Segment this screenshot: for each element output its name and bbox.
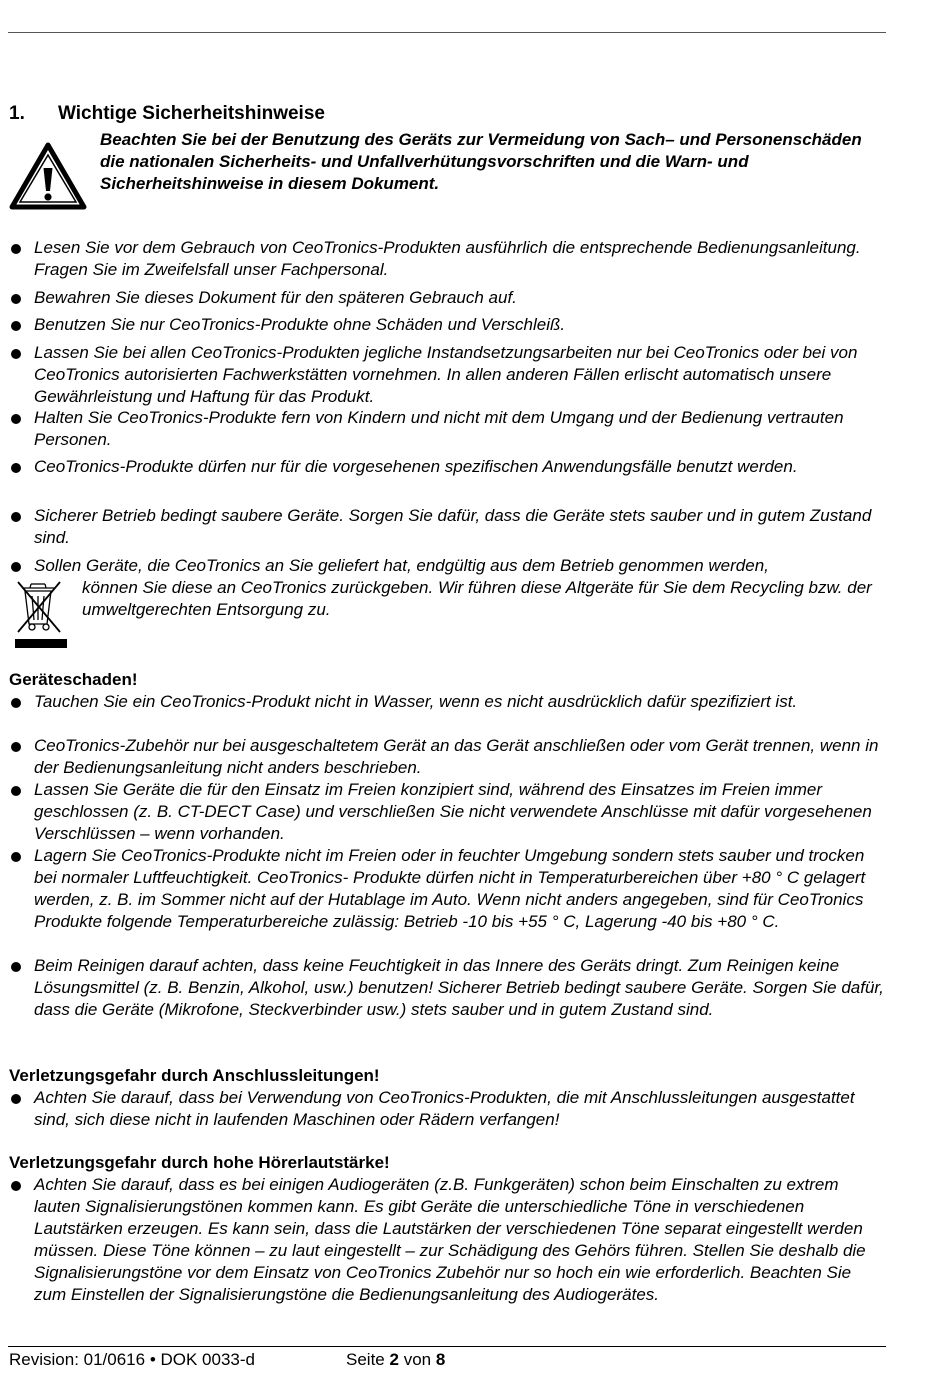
bullet-icon xyxy=(11,962,21,972)
bullet-icon xyxy=(11,321,21,331)
bullet-text: Tauchen Sie ein CeoTronics-Produkt nicht in Wasser, wenn es nicht ausdrücklich dafür spezifiziert ist. xyxy=(34,692,798,711)
bullet-icon xyxy=(11,244,21,254)
page-current: 2 xyxy=(389,1350,399,1369)
bullet-icon xyxy=(11,562,21,572)
bullet-icon xyxy=(11,349,21,359)
list-item xyxy=(9,314,884,336)
bullet-text: Benutzen Sie nur CeoTronics-Produkte ohne Schäden und Verschleiß. xyxy=(34,315,566,334)
section-title xyxy=(9,103,325,125)
bullet-text: Lassen Sie bei allen CeoTronics-Produkten jegliche Instandsetzungsarbeiten nur bei CeoTronics oder bei von CeoTronics autorisierten Fachwerkstätten vornehmen. In allen anderen Fällen erlischt automatisch unsere Gewährleistung und Haftung für das Produkt. xyxy=(34,343,858,406)
header-rule xyxy=(8,32,886,33)
bullet-icon xyxy=(11,1181,21,1191)
page-number xyxy=(346,1349,445,1371)
list-item xyxy=(9,342,884,408)
bullet-icon xyxy=(11,698,21,708)
list-item xyxy=(9,779,884,845)
list-item xyxy=(9,735,884,779)
list-item xyxy=(9,407,884,451)
footer-rule xyxy=(8,1346,886,1347)
bullet-icon xyxy=(11,1094,21,1104)
bullet-icon xyxy=(11,512,21,522)
page-total: 8 xyxy=(435,1350,446,1369)
crossed-out-wheelie-bin-icon xyxy=(10,578,70,650)
bullet-text: Lagern Sie CeoTronics-Produkte nicht im Freien oder in feuchter Umgebung sondern stets sauber und trocken bei normaler Luftfeuchtigkeit. CeoTronics- Produkte dürfen nicht in Temperaturbereichen über +80 ° C gelagert werden, z. B. im Sommer nicht auf der Hutablage im Auto. Wenn nicht anders angegeben, sind für CeoTronics Produkte folgende Temperaturbereiche zulässig: Betrieb -10 bis +55 ° C, Lagerung -40 bis +80 ° C. xyxy=(34,846,866,931)
list-item xyxy=(9,505,884,549)
footer xyxy=(9,1349,446,1371)
page-of: von xyxy=(403,1350,432,1369)
bullet-icon xyxy=(11,414,21,424)
bullet-text: Achten Sie darauf, dass es bei einigen Audiogeräten (z.B. Funkgeräten) schon beim Einschalten zu extrem lauten Signalisierungstönen kommen kann. Es gibt Geräte die unterschiedliche Töne in verschiedenen Lautstärken erzeugen. Es kann sein, dass die Lautstärken der verschiedenen Töne separat eingestellt werden müssen. Diese Töne können – zu laut eingestellt – zur Schädigung des Gehörs führen. Stellen Sie deshalb die Signalisierungstöne vor dem Einsatz von CeoTronics Zubehör nur so hoch ein wie erforderlich. Beachten Sie zum Einstellen der Signalisierungstöne die Bedienungsanleitung des Audiogerätes. xyxy=(34,1175,866,1304)
bullet-icon xyxy=(11,786,21,796)
bullet-text: Lesen Sie vor dem Gebrauch von CeoTronics-Produkten ausführlich die entsprechende Bedienungsanleitung. Fragen Sie im Zweifelsfall unser Fachpersonal. xyxy=(34,238,861,279)
heading-device-damage: Geräteschaden! xyxy=(9,670,138,689)
bullet-icon xyxy=(11,742,21,752)
heading-volume-hazard: Verletzungsgefahr durch hohe Hörerlautstärke! xyxy=(9,1153,390,1172)
list-item xyxy=(9,287,884,309)
bullet-text: Lassen Sie Geräte die für den Einsatz im Freien konzipiert sind, während des Einsatzes im Freien immer geschlossen (z. B. CT-DECT Case) und verschließen Sie nicht verwendete Anschlüsse mit dafür vorgesehenen Verschlüssen – wenn vorhanden. xyxy=(34,780,872,843)
bullet-icon xyxy=(11,852,21,862)
bullet-text: Halten Sie CeoTronics-Produkte fern von Kindern und nicht mit dem Umgang und der Bedienung vertrauten Personen. xyxy=(34,408,844,449)
revision-info: Revision: 01/0616 • DOK 0033-d xyxy=(9,1350,255,1369)
section-title-text: Wichtige Sicherheitshinweise xyxy=(58,103,325,124)
list-item xyxy=(9,456,884,478)
bullet-text: CeoTronics-Produkte dürfen nur für die vorgesehenen spezifischen Anwendungsfälle benutzt werden. xyxy=(34,457,798,476)
list-item xyxy=(9,555,884,577)
bullet-text: Sicherer Betrieb bedingt saubere Geräte. Sorgen Sie dafür, dass die Geräte stets sauber und in gutem Zustand sind. xyxy=(34,506,872,547)
list-item xyxy=(9,955,884,1021)
bullet-text: Achten Sie darauf, dass bei Verwendung von CeoTronics-Produkten, die mit Anschlussleitungen ausgestattet sind, sich diese nicht in laufenden Maschinen oder Rädern verfangen! xyxy=(34,1088,855,1129)
list-item xyxy=(9,691,884,713)
bullet-text: Sollen Geräte, die CeoTronics an Sie geliefert hat, endgültig aus dem Betrieb genommen werden, xyxy=(34,556,769,575)
safety-intro: Beachten Sie bei der Benutzung des Geräts zur Vermeidung von Sach– und Personenschäden die nationalen Sicherheits- und Unfallverhütungsvorschriften und die Warn- und Sicherheitshinweise in diesem Dokument. xyxy=(100,130,862,193)
list-item xyxy=(9,845,884,933)
heading-cable-hazard: Verletzungsgefahr durch Anschlussleitungen! xyxy=(9,1066,380,1085)
list-item xyxy=(9,1087,884,1131)
bullet-text: Bewahren Sie dieses Dokument für den späteren Gebrauch auf. xyxy=(34,288,517,307)
list-item xyxy=(9,1174,884,1306)
bullet-icon xyxy=(11,294,21,304)
bullet-text: Beim Reinigen darauf achten, dass keine Feuchtigkeit in das Innere des Geräts dringt. Zum Reinigen keine Lösungsmittel (z. B. Benzin, Alkohol, usw.) benutzen! Sicherer Betrieb bedingt saubere Geräte. Sorgen Sie dafür, dass die Geräte (Mikrofone, Steckverbinder usw.) stets sauber und in gutem Zustand sind. xyxy=(34,956,884,1019)
list-item xyxy=(9,237,884,281)
warning-triangle-icon xyxy=(9,142,87,210)
bullet-text: CeoTronics-Zubehör nur bei ausgeschaltetem Gerät an das Gerät anschließen oder vom Gerät trennen, wenn in der Bedienungsanleitung nicht anders beschrieben. xyxy=(34,736,879,777)
page-word: Seite xyxy=(346,1350,385,1369)
recycling-text: können Sie diese an CeoTronics zurückgeben. Wir führen diese Altgeräte für Sie dem Recycling bzw. der umweltgerechten Entsorgung zu. xyxy=(82,578,872,619)
section-number: 1. xyxy=(9,103,25,124)
bullet-icon xyxy=(11,463,21,473)
